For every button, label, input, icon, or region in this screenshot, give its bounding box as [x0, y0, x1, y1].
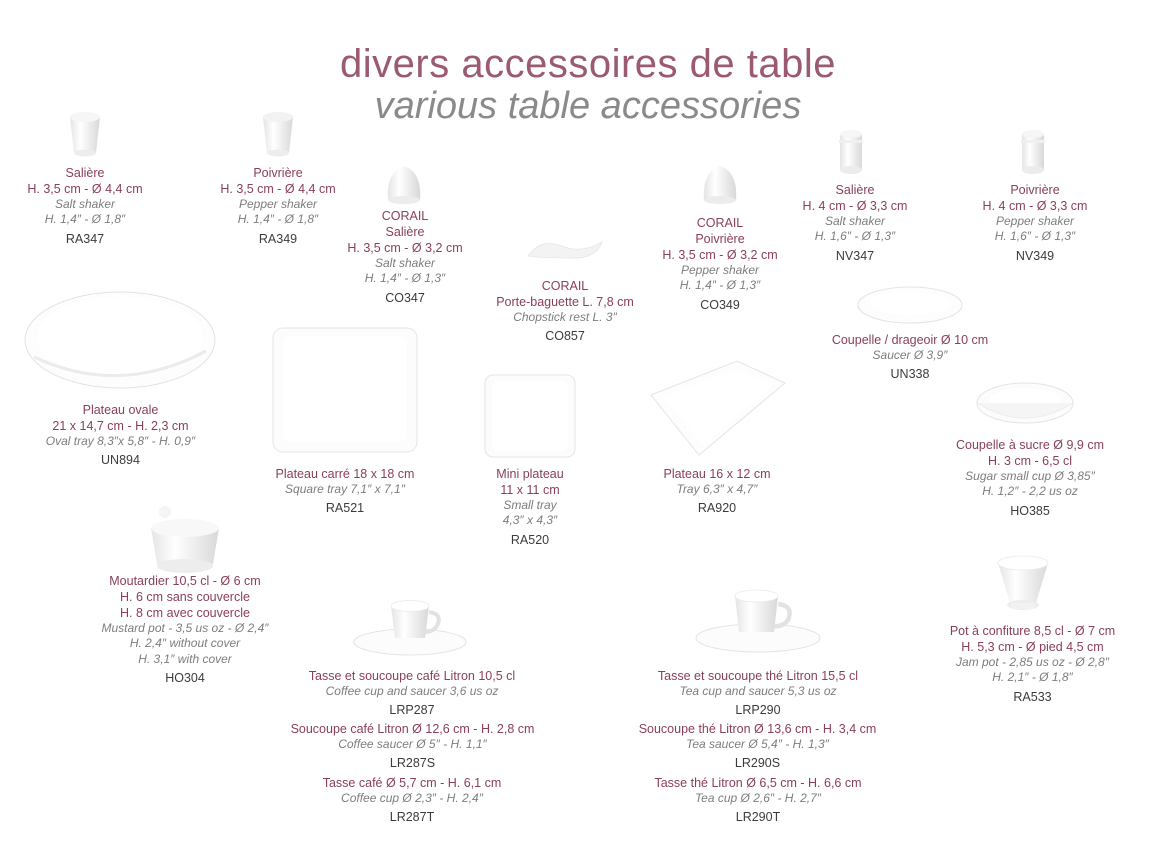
caption-lr287t: [262, 775, 562, 825]
product-image-ra349: [243, 105, 313, 160]
caption-un894: [18, 402, 223, 468]
caption-lr287s: [250, 721, 575, 771]
caption-ref: UN338: [890, 367, 930, 382]
caption-fr-line: H. 5,3 cm - Ø pied 4,5 cm: [961, 640, 1104, 654]
caption-nv349: [955, 182, 1115, 264]
caption-fr-line: CORAIL: [541, 279, 589, 293]
caption-ref: HO304: [165, 671, 205, 686]
product-image-co349: [690, 158, 750, 208]
caption-fr-line: H. 3,5 cm - Ø 3,2 cm: [347, 241, 463, 255]
caption-en-line: Tea cup Ø 2,6″ - H. 2,7″: [694, 791, 822, 805]
caption-fr-line: Poivrière: [253, 166, 303, 180]
caption-lr290s: [595, 721, 920, 771]
caption-fr-line: Coupelle à sucre Ø 9,9 cm: [956, 438, 1104, 452]
caption-ref: RA349: [258, 231, 298, 246]
caption-en-line: Salt shaker: [54, 197, 116, 211]
product-image-co347: [374, 158, 434, 208]
caption-fr-line: Moutardier 10,5 cl - Ø 6 cm: [109, 574, 261, 588]
caption-en-line: Sugar small cup Ø 3,85″: [965, 469, 1095, 483]
product-image-co857: [520, 232, 610, 270]
caption-en-line: Salt shaker: [374, 256, 436, 270]
caption-fr-line: H. 6 cm sans couvercle: [120, 590, 250, 604]
product-image-ho304: [135, 500, 235, 580]
caption-fr-line: Plateau ovale: [82, 403, 159, 417]
caption-ref: LR290S: [734, 756, 781, 771]
product-image-lrp290: [688, 580, 828, 656]
caption-fr-line: H. 4 cm - Ø 3,3 cm: [802, 199, 908, 213]
caption-fr-line: CORAIL: [381, 209, 429, 223]
caption-ref: RA521: [325, 501, 365, 516]
caption-en-line: Square tray 7,1″ x 7,1″: [285, 482, 405, 496]
caption-en-line: H. 1,2″ - 2,2 us oz: [982, 484, 1078, 499]
caption-ref: CO347: [385, 290, 425, 305]
caption-en-line: H. 3,1″ with cover: [138, 651, 232, 666]
caption-ref: RA920: [697, 501, 737, 516]
caption-en-line: Chopstick rest L. 3″: [513, 310, 617, 324]
caption-fr-line: Mini plateau: [496, 467, 564, 481]
caption-fr-line: Poivrière: [695, 232, 745, 246]
caption-en-line: Coffee cup Ø 2,3″ - H. 2,4″: [341, 791, 483, 805]
page-title-fr: divers accessoires de table: [340, 42, 836, 86]
caption-fr-line: Tasse thé Litron Ø 6,5 cm - H. 6,6 cm: [654, 776, 862, 790]
caption-en-line: Coffee cup and saucer 3,6 us oz: [325, 684, 499, 698]
caption-en-line: H. 1,6″ - Ø 1,3″: [814, 229, 896, 244]
caption-ref: RA533: [1013, 689, 1052, 704]
caption-en-line: 4,3″ x 4,3″: [502, 513, 558, 528]
caption-en-line: H. 2,4″ without cover: [129, 636, 241, 651]
caption-fr-line: H. 4 cm - Ø 3,3 cm: [982, 199, 1088, 213]
caption-en-line: Mustard pot - 3,5 us oz - Ø 2,4″: [101, 621, 269, 635]
caption-en-line: H. 1,4″ - Ø 1,8″: [237, 212, 319, 227]
product-image-ra520: [480, 370, 580, 465]
caption-en-line: Pepper shaker: [238, 197, 318, 211]
caption-lr290t: [608, 775, 908, 825]
product-image-ra920: [645, 355, 790, 465]
caption-fr-line: H. 3 cm - 6,5 cl: [987, 454, 1073, 468]
caption-fr-line: Coupelle / drageoir Ø 10 cm: [831, 333, 989, 347]
caption-fr-line: Salière: [65, 166, 105, 180]
caption-ra520: [462, 466, 598, 548]
caption-en-line: Coffee saucer Ø 5″ - H. 1,1″: [338, 737, 487, 751]
caption-fr-line: H. 8 cm avec couvercle: [120, 606, 250, 620]
caption-en-line: Salt shaker: [824, 214, 886, 228]
caption-fr-line: Poivrière: [1010, 183, 1060, 197]
caption-ra533: [905, 623, 1160, 705]
caption-en-line: H. 1,4″ - Ø 1,3″: [364, 271, 446, 286]
caption-fr-line: Tasse et soucoupe café Litron 10,5 cl: [308, 669, 516, 683]
caption-fr-line: 21 x 14,7 cm - H. 2,3 cm: [52, 419, 189, 433]
caption-fr-line: Salière: [835, 183, 875, 197]
caption-ref: CO857: [545, 329, 585, 344]
caption-fr-line: Plateau carré 18 x 18 cm: [275, 467, 415, 481]
caption-fr-line: H. 3,5 cm - Ø 4,4 cm: [27, 182, 143, 196]
caption-fr-line: Porte-baguette L. 7,8 cm: [496, 295, 634, 309]
product-image-nv349: [1008, 120, 1058, 180]
caption-ref: HO385: [1010, 503, 1050, 518]
caption-ra521: [245, 466, 445, 516]
caption-ref: RA520: [510, 532, 550, 547]
product-image-ho385: [970, 375, 1080, 435]
caption-lrp287: [262, 668, 562, 718]
caption-en-line: H. 1,4″ - Ø 1,8″: [44, 212, 126, 227]
product-image-lrp287: [345, 588, 475, 658]
caption-nv347: [775, 182, 935, 264]
caption-fr-line: Salière: [385, 225, 425, 239]
product-image-ra521: [265, 320, 425, 460]
caption-ra347: [5, 165, 165, 247]
caption-en-line: Tray 6,3″ x 4,7″: [676, 482, 758, 496]
caption-un338: [790, 332, 1030, 382]
caption-en-line: H. 2,1″ - Ø 1,8″: [992, 670, 1073, 685]
caption-en-line: Pepper shaker: [995, 214, 1075, 228]
caption-en-line: Tea cup and saucer 5,3 us oz: [679, 684, 837, 698]
caption-fr-line: Soucoupe café Litron Ø 12,6 cm - H. 2,8 cm: [290, 722, 535, 736]
caption-ra920: [622, 466, 812, 516]
caption-en-line: H. 1,4″ - Ø 1,3″: [679, 278, 761, 293]
caption-co857: [475, 278, 655, 344]
caption-en-line: Small tray: [503, 498, 557, 512]
caption-fr-line: Tasse café Ø 5,7 cm - H. 6,1 cm: [322, 776, 502, 790]
caption-fr-line: Plateau 16 x 12 cm: [663, 467, 771, 481]
caption-ref: NV349: [1015, 248, 1055, 263]
product-image-un894: [20, 285, 220, 395]
product-image-ra347: [50, 105, 120, 160]
page-title-en: various table accessories: [374, 85, 802, 127]
caption-fr-line: CORAIL: [696, 216, 744, 230]
caption-en-line: Jam pot - 2,85 us oz - Ø 2,8″: [956, 655, 1109, 669]
caption-fr-line: Pot à confiture 8,5 cl - Ø 7 cm: [949, 624, 1116, 638]
caption-ref: RA347: [65, 231, 105, 246]
caption-en-line: Saucer Ø 3,9″: [872, 348, 948, 362]
caption-ho385: [910, 437, 1150, 519]
caption-lrp290: [608, 668, 908, 718]
caption-en-line: H. 1,6″ - Ø 1,3″: [994, 229, 1076, 244]
caption-ref: CO349: [700, 297, 740, 312]
caption-ref: UN894: [101, 453, 140, 468]
caption-fr-line: 11 x 11 cm: [500, 483, 560, 497]
product-image-ra533: [978, 545, 1068, 625]
caption-fr-line: Soucoupe thé Litron Ø 13,6 cm - H. 3,4 cm: [638, 722, 877, 736]
caption-ref: LRP287: [389, 703, 435, 718]
caption-ref: LR287T: [389, 810, 435, 825]
caption-ref: LRP290: [735, 703, 781, 718]
product-image-nv347: [826, 120, 876, 180]
caption-ref: LR287S: [389, 756, 436, 771]
caption-co347: [325, 208, 485, 306]
caption-en-line: Oval tray 8,3″x 5,8″ - H. 0,9″: [45, 434, 196, 448]
caption-en-line: Pepper shaker: [680, 263, 760, 277]
product-image-un338: [855, 283, 965, 328]
caption-fr-line: H. 3,5 cm - Ø 4,4 cm: [220, 182, 336, 196]
caption-ref: LR290T: [735, 810, 781, 825]
caption-fr-line: Tasse et soucoupe thé Litron 15,5 cl: [657, 669, 859, 683]
caption-en-line: Tea saucer Ø 5,4″ - H. 1,3″: [686, 737, 829, 751]
caption-fr-line: H. 3,5 cm - Ø 3,2 cm: [662, 248, 778, 262]
caption-ref: NV347: [835, 248, 875, 263]
